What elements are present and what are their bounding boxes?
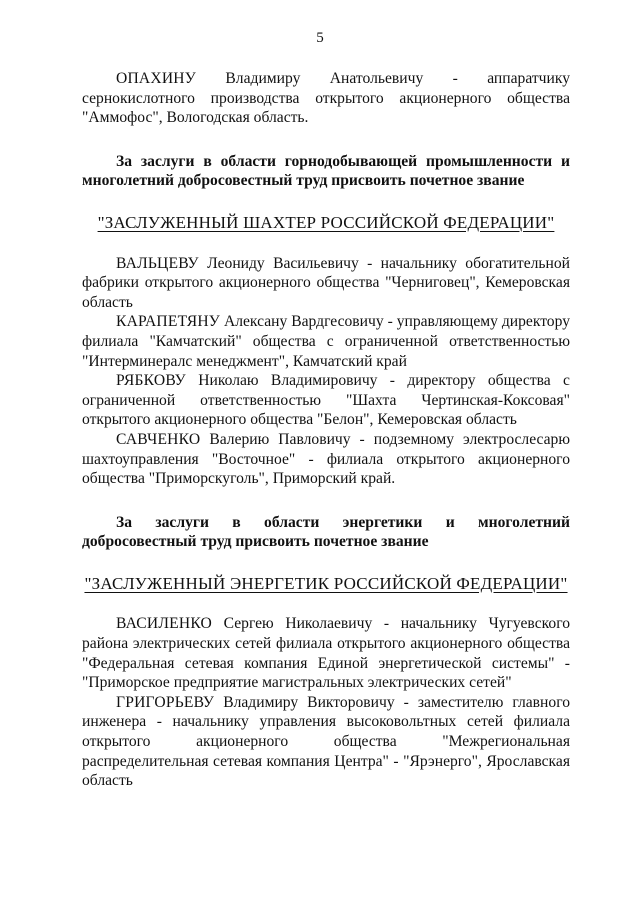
entry-surname: КАРАПЕТЯНУ	[116, 313, 221, 331]
entry-surname: САВЧЕНКО	[116, 430, 201, 448]
award-entry	[82, 69, 570, 128]
entry-surname: РЯБКОВУ	[116, 372, 186, 390]
award-title: "ЗАСЛУЖЕННЫЙ ШАХТЕР РОССИЙСКОЙ ФЕДЕРАЦИИ"	[97, 212, 555, 232]
entry-text: Леониду Васильевичу - начальнику обогатительной фабрики открытого акционерного общества "Черниговец", Кемеровская область	[82, 254, 570, 311]
award-entry	[82, 693, 570, 791]
spacer	[82, 552, 570, 574]
spacer	[82, 233, 570, 254]
entry-surname: ВАСИЛЕНКО	[116, 615, 213, 633]
award-entry	[82, 614, 570, 692]
spacer	[82, 593, 570, 614]
award-entry	[82, 430, 570, 489]
award-entry	[82, 312, 570, 371]
entry-text: Валерию Павловичу - подземному электрослесарю шахтоуправления "Восточное" - филиала открытого акционерного общества "Приморскуголь", Приморский край.	[82, 430, 570, 488]
entry-text: Сергею Николаевичу - начальнику Чугуевского района электрических сетей филиала открытого акционерного общества "Федеральная сетевая компания Единой энергетической системы" - "Приморское предприятие магистральных электрических сетей"	[82, 615, 570, 692]
spacer	[82, 191, 570, 213]
entry-surname: ОПАХИНУ	[116, 70, 197, 87]
page-number: 5	[316, 30, 324, 46]
award-entry	[82, 254, 570, 313]
award-title: "ЗАСЛУЖЕННЫЙ ЭНЕРГЕТИК РОССИЙСКОЙ ФЕДЕРАЦИИ"	[84, 573, 568, 593]
entry-text: Николаю Владимировичу - директору общества с ограниченной ответственностью "Шахта Чертинская-Коксовая" открытого акционерного общества "Белон", Кемеровская область	[82, 372, 570, 429]
spacer	[82, 489, 570, 513]
entry-text: Владимиру Викторовичу - заместителю главного инженера - начальнику управления высоковольтных сетей филиала открытого акционерного общества "Межрегиональная распределительная сетевая компания Центра" - "Ярэнерго", Ярославская область	[82, 693, 570, 790]
entry-surname: ВАЛЬЦЕВУ	[116, 254, 199, 272]
award-entry	[82, 371, 570, 430]
entry-text: Владимиру Анатольевичу - аппаратчику сернокислотного производства открытого акционерного общества "Аммофос", Вологодская область.	[82, 70, 571, 127]
entry-text: Алексану Вардгесовичу - управляющему директору филиала "Камчатский" общества с ограниченной ответственностью "Интерминералс менеджмент", Камчатский край	[82, 313, 570, 370]
spacer	[82, 128, 570, 152]
entry-surname: ГРИГОРЬЕВУ	[116, 693, 215, 711]
document-body	[82, 69, 570, 791]
merit-statement: За заслуги в области горнодобывающей промышленности и многолетний добросовестный труд присвоить почетное звание	[82, 152, 570, 190]
merit-statement: За заслуги в области энергетики и многолетний добросовестный труд присвоить почетное звание	[82, 513, 570, 551]
